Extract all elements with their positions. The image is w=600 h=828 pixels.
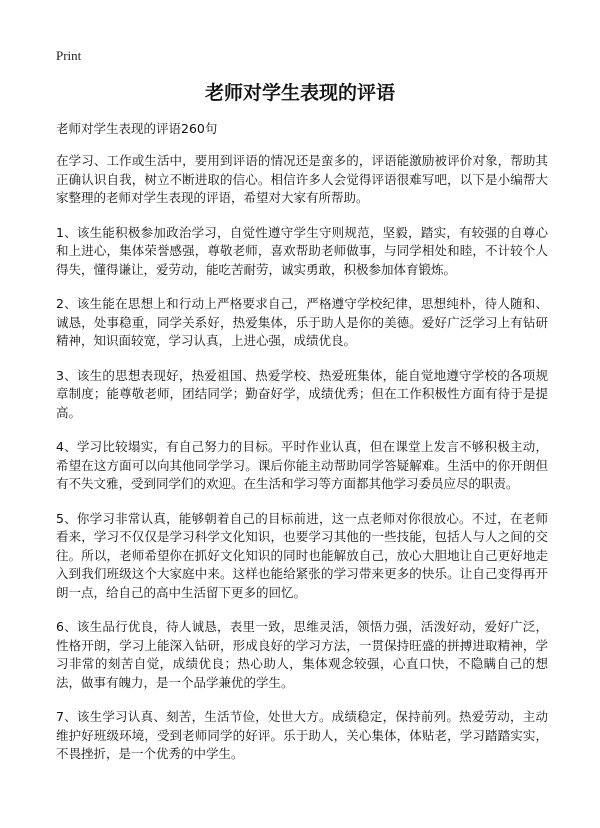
print-link[interactable]: Print <box>56 48 82 63</box>
comment-paragraph-7: 7、该生学习认真、刻苦，生活节俭，处世大方。成绩稳定，保持前列。热爱劳动，主动维护好班级环境，受到老师同学的好评。乐于助人，关心集体，体贴老，学习踏踏实实，不畏挫折，是一个优秀的中学生。 <box>56 709 548 761</box>
page-title: 老师对学生表现的评语 <box>204 82 395 104</box>
intro-paragraph: 在学习、工作或生活中，要用到评语的情况还是蛮多的，评语能激励被评价对象，帮助其正确认识自我，树立不断进取的信心。相信许多人会觉得评语很难写吧，以下是小编帮大家整理的老师对学生表现的评语，希望对大家有所帮助。 <box>56 153 548 205</box>
comment-paragraph-6: 6、该生品行优良，待人诚恳，表里一致，思维灵活，领悟力强，活泼好动，爱好广泛，性格开朗，学习上能深入钻研，形成良好的学习方法，一贯保持旺盛的拼搏进取精神，学习非常的刻苦自觉，成绩优良；热心助人，集体观念较强，心直口快，不隐瞒自己的想法，做事有魄力，是一个品学兼优的学生。 <box>56 619 548 690</box>
comment-paragraph-3: 3、该生的思想表现好，热爱祖国、热爱学校、热爱班集体，能自觉地遵守学校的各项规章制度；能尊敬老师，团结同学；勤奋好学，成绩优秀；但在工作积极性方面有待于是提高。 <box>56 367 548 420</box>
document-body <box>56 120 548 780</box>
comment-paragraph-1: 1、该生能积极参加政治学习，自觉性遵守学生守则规范，坚毅，踏实，有较强的自尊心和上进心，集体荣誉感强，尊敬老师，喜欢帮助老师做事，与同学相处和睦，不计较个人得失，懂得谦让，爱劳动，能吃苦耐劳，诚实勇敢，积极参加体育锻炼。 <box>56 224 548 277</box>
comment-paragraph-4: 4、学习比较塌实，有自己努力的目标。平时作业认真，但在课堂上发言不够积极主动，希望在这方面可以向其他同学学习。课后你能主动帮助同学答疑解难。生活中的你开朗但有不失文雅，受到同学们的欢迎。在生活和学习等方面都其他学习委员应尽的职责。 <box>56 439 548 491</box>
comment-paragraph-5: 5、你学习非常认真，能够朝着自己的目标前进，这一点老师对你很放心。不过，在老师看来，学习不仅仅是学习科学文化知识，也要学习其他的一些技能，包括人与人之间的交往。所以，老师希望你在抓好文化知识的同时也能解放自己，放心大胆地让自己更好地走入到我们班级这个大家庭中来。这样也能给紧张的学习带来更多的快乐。让自己变得再开朗一点，给自己的高中生活留下更多的回忆。 <box>56 510 548 600</box>
document-subtitle: 老师对学生表现的评语260句 <box>56 121 218 136</box>
comment-paragraph-2: 2、该生能在思想上和行动上严格要求自己，严格遵守学校纪律，思想纯朴，待人随和、诚恳，处事稳重，同学关系好，热爱集体，乐于助人是你的美德。爱好广泛学习上有钻研精神，知识面较宽，学习认真，上进心强，成绩优良。 <box>56 296 548 348</box>
